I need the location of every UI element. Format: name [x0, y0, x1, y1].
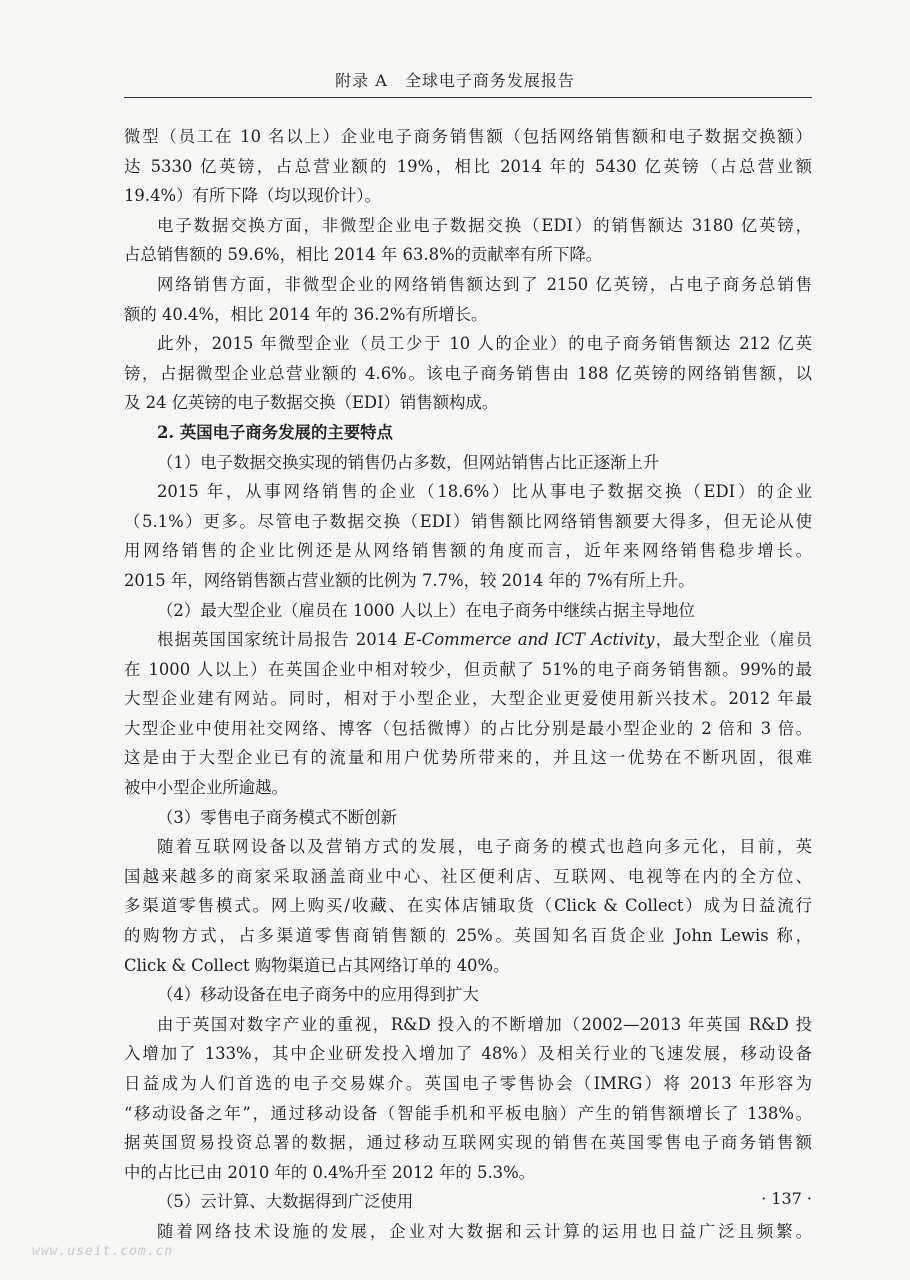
text-line: 电子数据交换方面，非微型企业电子数据交换（EDI）的销售额达 3180 亿英镑，: [157, 215, 812, 235]
text-line: （3）零售电子商务模式不断创新: [157, 807, 397, 827]
text-line: 镑，占据微型企业总营业额的 4.6%。该电子商务销售由 188 亿英镑的网络销售额，以: [124, 363, 812, 383]
text-line: 的购物方式，占多渠道零售商销售额的 25%。英国知名百货企业 John Lewis 称，: [124, 926, 812, 946]
text-line: 在 1000 人以上）在英国企业中相对较少，但贡献了 51%的电子商务销售额。99%的最: [124, 659, 812, 679]
text-line: 由于英国对数字产业的重视，R&D 投入的不断增加（2002—2013 年英国 R&D 投: [157, 1014, 812, 1034]
text-line: “移动设备之年”，通过移动设备（智能手机和平板电脑）产生的销售额增长了 138%。: [124, 1103, 812, 1123]
text-line: 国越来越多的商家采取涵盖商业中心、社区便利店、互联网、电视等在内的全方位、: [124, 866, 812, 886]
section-heading: 2. 英国电子商务发展的主要特点: [157, 422, 393, 442]
text-line: 及 24 亿英镑的电子数据交换（EDI）销售额构成。: [124, 393, 499, 413]
text-line: 微型（员工在 10 名以上）企业电子商务销售额（包括网络销售额和电子数据交换额）: [124, 127, 812, 146]
text-line: 这是由于大型企业已有的流量和用户优势所带来的，并且这一优势在不断巩固，很难: [124, 748, 812, 768]
text-line: 2015 年，从事网络销售的企业（18.6%）比从事电子数据交换（EDI）的企业: [157, 482, 812, 502]
text-line: 网络销售方面，非微型企业的网络销售额达到了 2150 亿英镑，占电子商务总销售: [157, 274, 812, 294]
header-rule: [124, 97, 812, 98]
text-line: 大型企业建有网站。同时，相对于小型企业，大型企业更爱使用新兴技术。2012 年最: [124, 689, 812, 709]
body-text: [124, 122, 812, 1247]
text-line: （2）最大型企业（雇员在 1000 人以上）在电子商务中继续占据主导地位: [157, 600, 695, 620]
report-title: E-Commerce and ICT Activity: [403, 630, 655, 650]
text-line: 随着网络技术设施的发展，企业对大数据和云计算的运用也日益广泛且频繁。: [157, 1221, 812, 1241]
watermark: www.useit.com.cn: [32, 1244, 174, 1259]
page-number: · 137 ·: [761, 1189, 812, 1208]
text-line: 据英国贸易投资总署的数据，通过移动互联网实现的销售在英国零售电子商务销售额: [124, 1133, 812, 1153]
text-line: （4）移动设备在电子商务中的应用得到扩大: [157, 985, 479, 1005]
text-line: 日益成为人们首选的电子交易媒介。英国电子零售协会（IMRG）将 2013 年形容为: [124, 1074, 812, 1093]
text-line: 达 5330 亿英镑，占总营业额的 19%，相比 2014 年的 5430 亿英镑（占总营业额: [124, 156, 812, 176]
text-line: 多渠道零售模式。网上购买/收藏、在实体店铺取货（Click & Collect）成为日益流行: [124, 896, 812, 916]
text-line: 随着互联网设备以及营销方式的发展，电子商务的模式也趋向多元化，目前，英: [157, 837, 812, 857]
text-line: 19.4%）有所下降（均以现价计）。: [124, 186, 381, 206]
text-line: 此外，2015 年微型企业（员工少于 10 人的企业）的电子商务销售额达 212 亿英: [157, 334, 812, 354]
text-line: 大型企业中使用社交网络、博客（包括微博）的占比分别是最小型企业的 2 倍和 3 倍。: [124, 718, 812, 738]
text-line: 根据英国国家统计局报告 2014 E-Commerce and ICT Activity，最大型企业（雇员: [157, 630, 812, 650]
running-head: 附录 A 全球电子商务发展报告: [335, 71, 575, 90]
text-line: 2015 年，网络销售额占营业额的比例为 7.7%，较 2014 年的 7%有所上升。: [124, 570, 695, 590]
text-line: （5.1%）更多。尽管电子数据交换（EDI）销售额比网络销售额要大得多，但无论从使: [124, 511, 812, 531]
text-line: （5）云计算、大数据得到广泛使用: [157, 1192, 414, 1212]
text-line: 入增加了 133%，其中企业研发投入增加了 48%）及相关行业的飞速发展，移动设备: [124, 1044, 812, 1064]
text-line: 中的占比已由 2010 年的 0.4%升至 2012 年的 5.3%。: [124, 1162, 536, 1182]
text-line: 用网络销售的企业比例还是从网络销售额的角度而言，近年来网络销售稳步增长。: [124, 541, 812, 561]
text-line: Click & Collect 购物渠道已占其网络订单的 40%。: [124, 955, 510, 975]
text-line: 占总销售额的 59.6%，相比 2014 年 63.8%的贡献率有所下降。: [124, 245, 603, 265]
text-line: 被中小型企业所逾越。: [124, 778, 288, 798]
text-line: 额的 40.4%，相比 2014 年的 36.2%有所增长。: [124, 304, 488, 324]
text-line: （1）电子数据交换实现的销售仍占多数，但网站销售占比正逐渐上升: [157, 452, 660, 472]
